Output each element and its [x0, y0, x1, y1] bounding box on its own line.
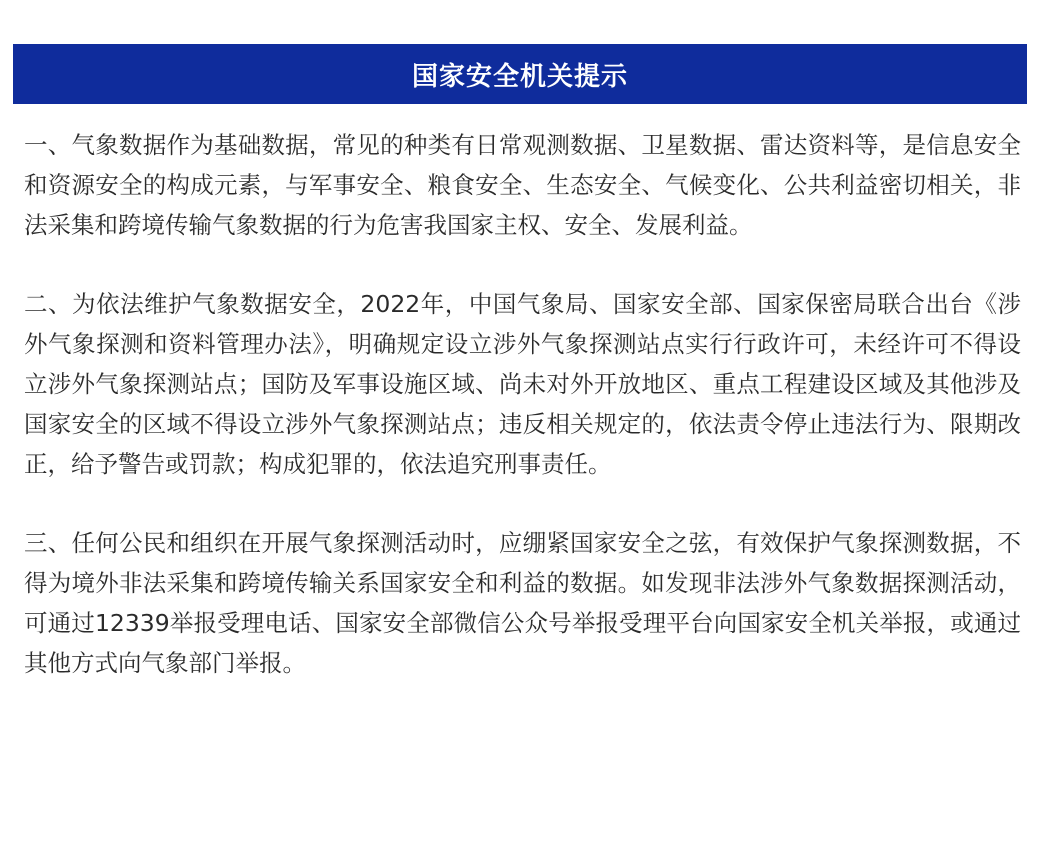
paragraph-2: 二、为依法维护气象数据安全，2022年，中国气象局、国家安全部、国家保密局联合出台《涉外气象探测和资料管理办法》，明确规定设立涉外气象探测站点实行行政许可，未经许可不得设立涉外气象探测站点；国防及军事设施区域、尚未对外开放地区、重点工程建设区域及其他涉及国家安全的区域不得设立涉外气象探测站点；违反相关规定的，依法责令停止违法行为、限期改正，给予警告或罚款；构成犯罪的，依法追究刑事责任。: [24, 290, 1021, 478]
paragraph-1: 一、气象数据作为基础数据，常见的种类有日常观测数据、卫星数据、雷达资料等，是信息安全和资源安全的构成元素，与军事安全、粮食安全、生态安全、气候变化、公共利益密切相关，非法采集和跨境传输气象数据的行为危害我国家主权、安全、发展利益。: [24, 131, 1021, 239]
header-banner: [13, 44, 1027, 104]
paragraph-3: 三、任何公民和组织在开展气象探测活动时，应绷紧国家安全之弦，有效保护气象探测数据，不得为境外非法采集和跨境传输关系国家安全和利益的数据。如发现非法涉外气象数据探测活动，可通过12339举报受理电话、国家安全部微信公众号举报受理平台向国家安全机关举报，或通过其他方式向气象部门举报。: [24, 529, 1021, 677]
notice-body: [24, 125, 1021, 683]
page-title: 国家安全机关提示: [411, 61, 628, 92]
